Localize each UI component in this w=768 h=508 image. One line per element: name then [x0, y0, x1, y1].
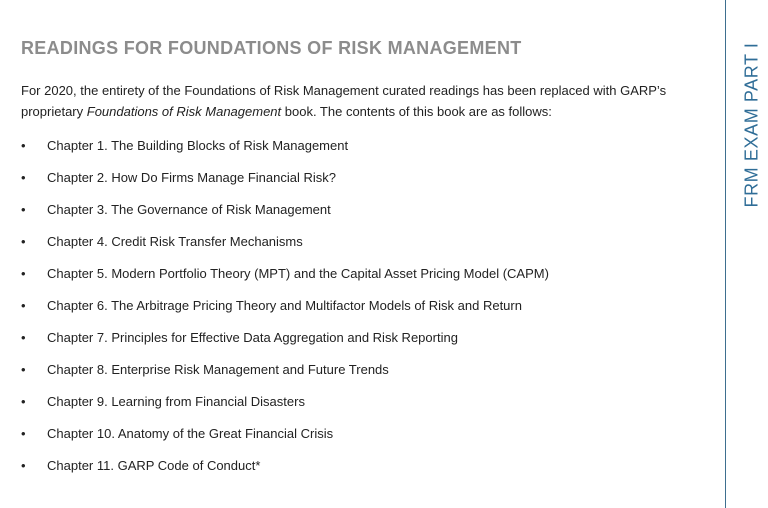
intro-text-start: For 2020, the entirety of the Foundations of Risk Management curated readings has been replaced with GARP’s proprietary: [21, 83, 667, 119]
chapter-item: [21, 360, 701, 380]
bullet-icon: •: [21, 394, 26, 409]
vertical-divider: [725, 0, 726, 508]
bullet-icon: •: [21, 234, 26, 249]
bullet-icon: •: [21, 202, 26, 217]
chapter-item: [21, 168, 701, 188]
bullet-icon: •: [21, 426, 26, 441]
bullet-icon: •: [21, 298, 26, 313]
intro-text-end: book. The contents of this book are as follows:: [281, 104, 552, 119]
chapter-item: [21, 456, 701, 476]
chapter-label: Chapter 6. The Arbitrage Pricing Theory and Multifactor Models of Risk and Return: [47, 298, 522, 313]
chapter-label: Chapter 3. The Governance of Risk Management: [47, 202, 331, 217]
chapter-item: [21, 392, 701, 412]
bullet-icon: •: [21, 266, 26, 281]
chapter-label: Chapter 8. Enterprise Risk Management and Future Trends: [47, 362, 389, 377]
bullet-icon: •: [21, 138, 26, 153]
chapter-item: [21, 424, 701, 444]
chapter-item: [21, 296, 701, 316]
chapter-item: [21, 264, 701, 284]
chapter-label: Chapter 10. Anatomy of the Great Financial Crisis: [47, 426, 334, 441]
intro-paragraph: [21, 80, 701, 122]
chapter-label: Chapter 4. Credit Risk Transfer Mechanisms: [47, 234, 303, 249]
chapter-label: Chapter 5. Modern Portfolio Theory (MPT) and the Capital Asset Pricing Model (CAPM): [47, 266, 549, 281]
chapter-label: Chapter 2. How Do Firms Manage Financial Risk?: [47, 170, 336, 185]
chapter-label: Chapter 11. GARP Code of Conduct*: [47, 458, 261, 473]
page-heading: READINGS FOR FOUNDATIONS OF RISK MANAGEMENT: [21, 38, 522, 58]
chapter-item: [21, 200, 701, 220]
chapter-item: [21, 328, 701, 348]
bullet-icon: •: [21, 170, 26, 185]
chapter-item: [21, 232, 701, 252]
bullet-icon: •: [21, 458, 26, 473]
bullet-icon: •: [21, 330, 26, 345]
chapter-label: Chapter 9. Learning from Financial Disasters: [47, 394, 305, 409]
side-section-title: FRM EXAM PART I: [741, 42, 762, 208]
bullet-icon: •: [21, 362, 26, 377]
chapter-label: Chapter 1. The Building Blocks of Risk Management: [47, 138, 349, 153]
book-title: Foundations of Risk Management: [86, 104, 282, 119]
chapter-label: Chapter 7. Principles for Effective Data Aggregation and Risk Reporting: [47, 330, 458, 345]
chapter-item: [21, 136, 701, 156]
